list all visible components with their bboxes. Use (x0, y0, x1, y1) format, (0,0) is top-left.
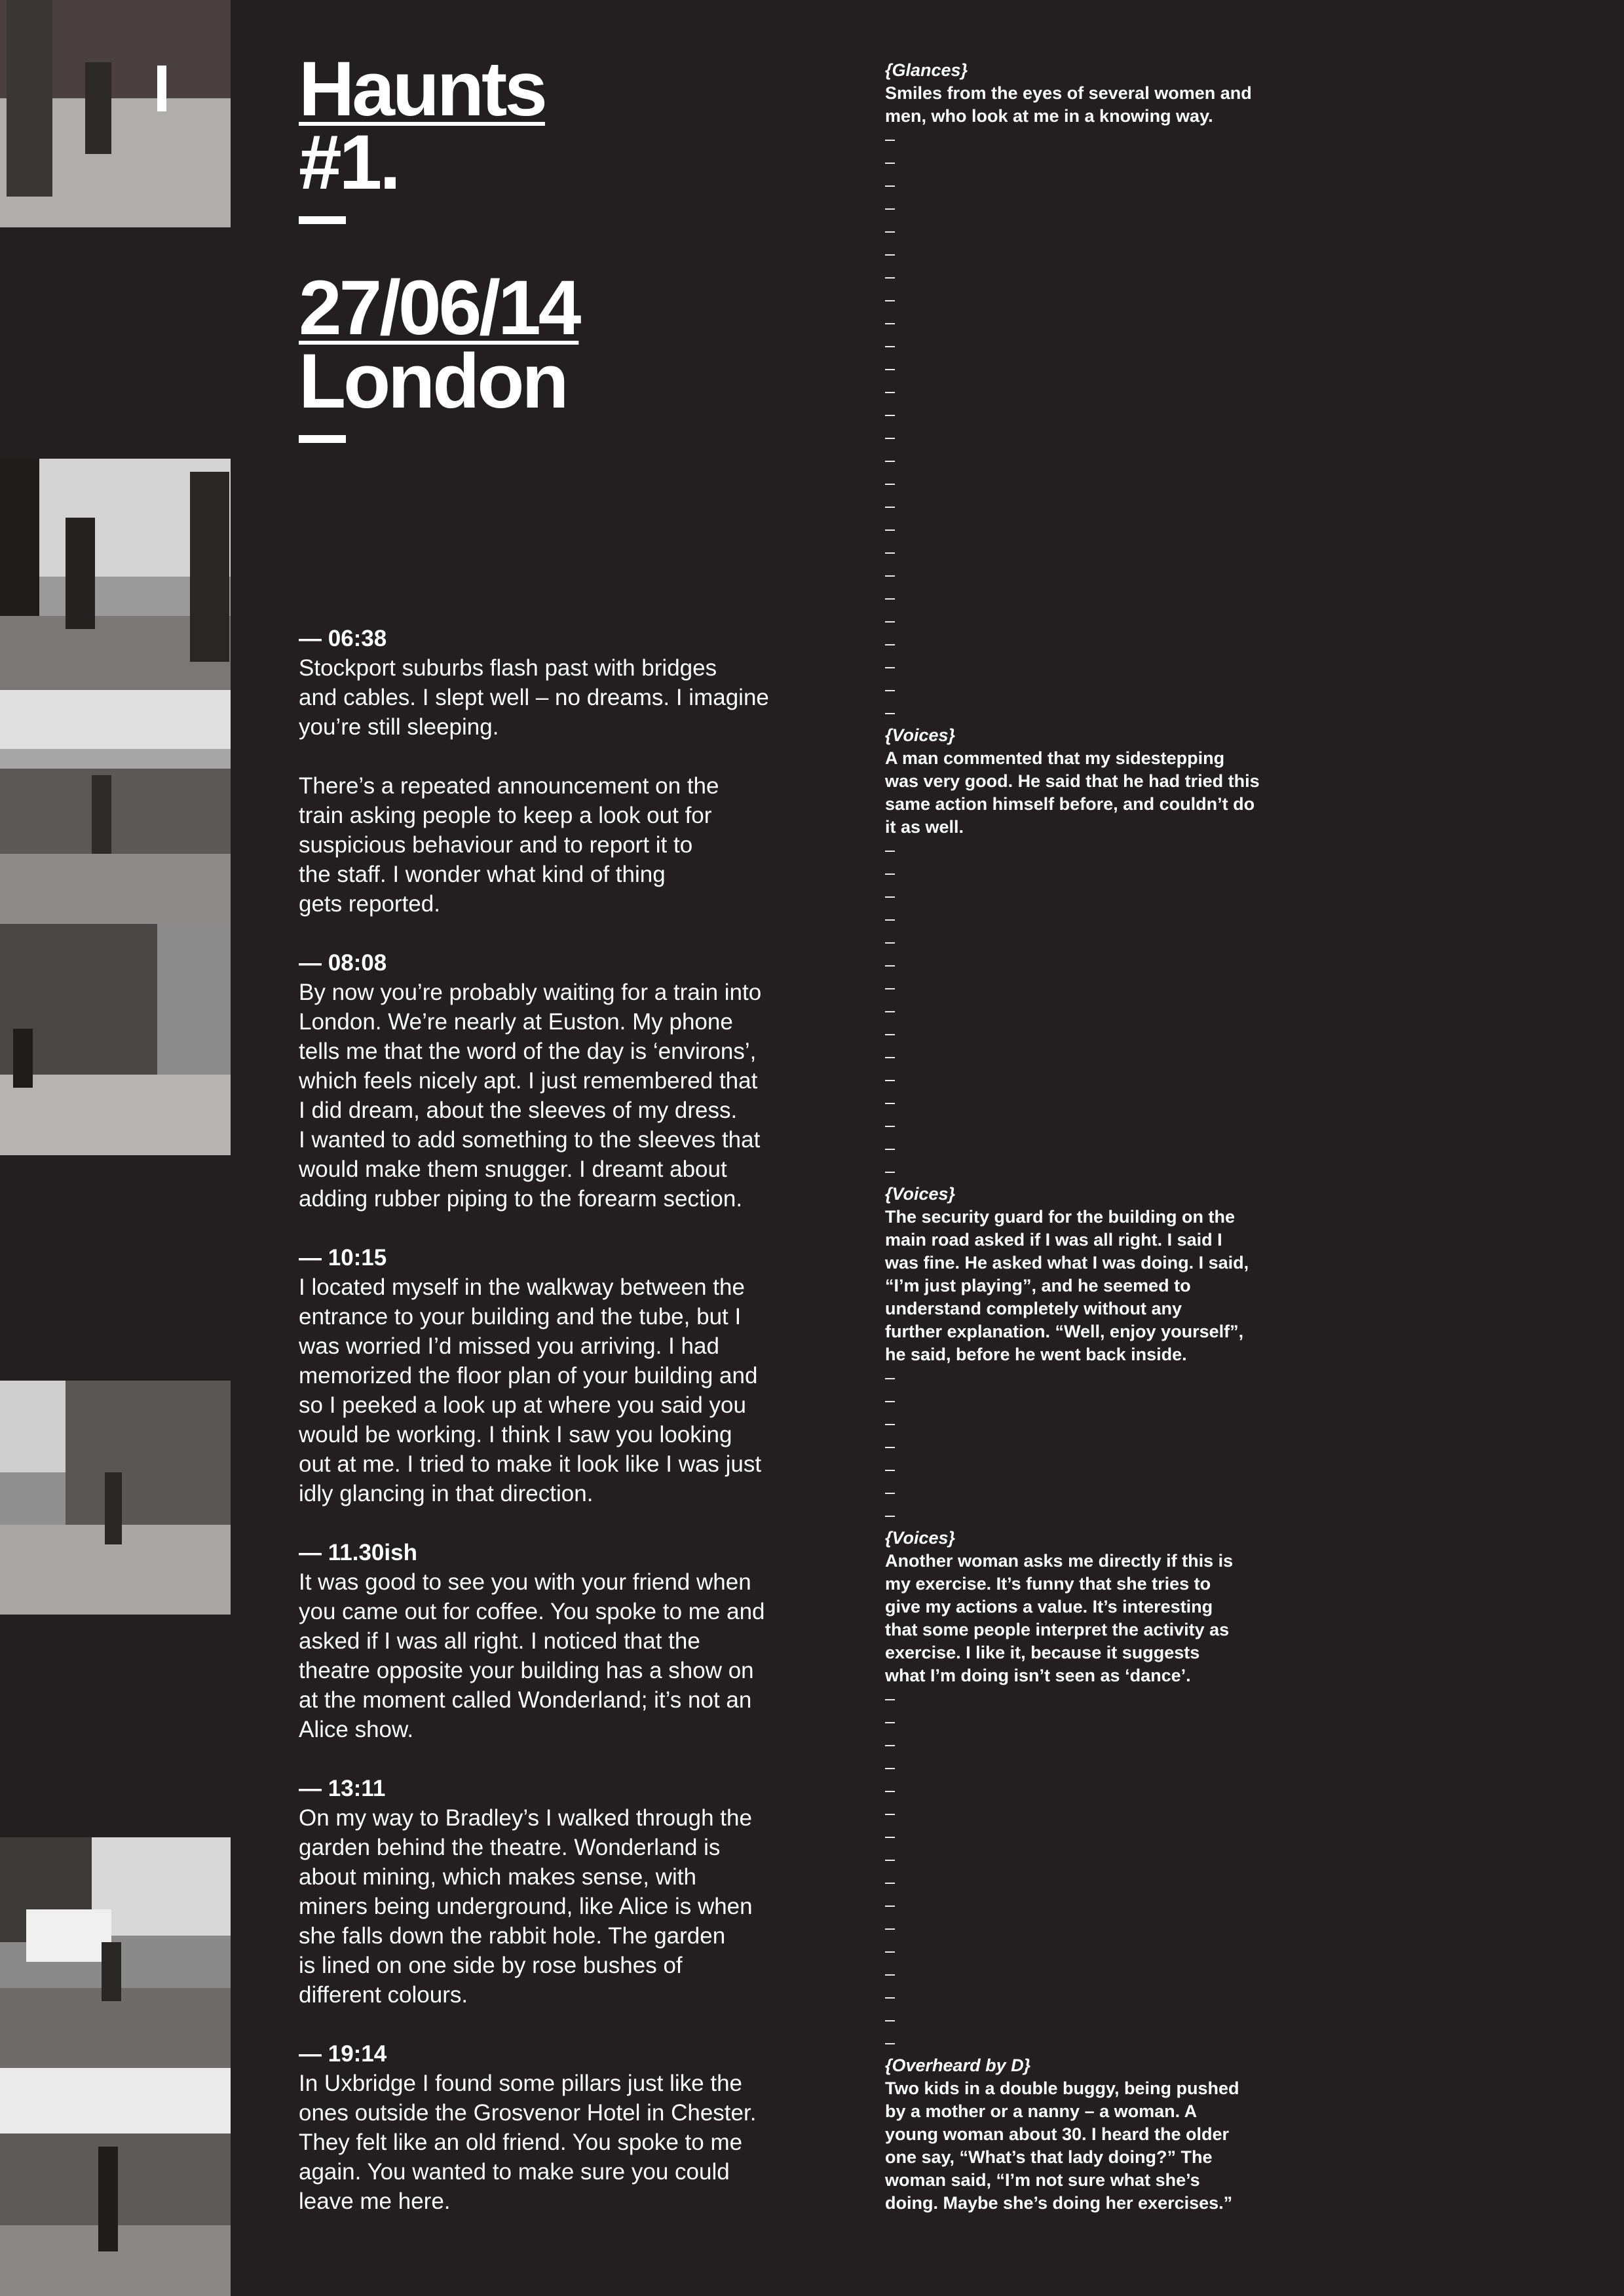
separator-dash: – (885, 1872, 896, 1892)
dash-separator (885, 128, 1304, 724)
separator-dash: – (885, 702, 896, 722)
separator-dash: – (885, 313, 896, 332)
separator-dash: – (885, 1390, 896, 1410)
observation-block (885, 724, 1304, 1183)
observation-label: {Glances} (885, 60, 968, 80)
separator-dash: – (885, 129, 896, 149)
entry-time: — 06:38 (299, 626, 387, 651)
separator-dash: – (885, 1964, 896, 1983)
separator-dash: – (885, 863, 896, 883)
title-block (299, 46, 579, 490)
separator-dash: – (885, 1092, 896, 1112)
separator-dash: – (885, 588, 896, 607)
separator-dash: – (885, 1459, 896, 1479)
observation-block (885, 59, 1304, 724)
journal-entry (299, 1774, 849, 2010)
separator-dash: – (885, 1001, 896, 1020)
separator-dash: – (885, 1505, 896, 1525)
entry-time: — 11.30ish (299, 1540, 417, 1565)
separator-dash: – (885, 1689, 896, 1708)
separator-dash: – (885, 1436, 896, 1456)
observation-label: {Overheard by D} (885, 2056, 1031, 2075)
observation-text: Two kids in a double buggy, being pushed by a mother or a nanny – a woman. A young woman about 30. I heard the older one say, “What’s that lady doing?” The woman said, “I’m not sure what she’s doing. Maybe she’s doing her exercises.” (885, 2078, 1239, 2213)
separator-dash: – (885, 1712, 896, 1731)
separator-dash: – (885, 679, 896, 699)
separator-dash: – (885, 1826, 896, 1846)
photo-street-tree (0, 0, 231, 227)
journal-entry (299, 948, 849, 1214)
entry-text: Stockport suburbs flash past with bridges and cables. I slept well – no dreams. I imagine you’re still sleeping. (299, 655, 769, 740)
separator-dash: – (885, 290, 896, 309)
entry-time: — 13:11 (299, 1776, 386, 1801)
photo-pavement-scaffold (0, 1381, 231, 1615)
entry-time: — 10:15 (299, 1245, 387, 1271)
separator-dash: – (885, 1024, 896, 1043)
separator-dash: – (885, 335, 896, 355)
title-dash-top (299, 216, 346, 224)
separator-dash: – (885, 519, 896, 539)
entry-text: It was good to see you with your friend when you came out for coffee. You spoke to me and asked if I was all right. I noticed that the theatre opposite your building has a show on at the moment called Wonderland; it’s not an Alice show. (299, 1569, 765, 1742)
separator-dash: – (885, 1069, 896, 1089)
separator-dash: – (885, 496, 896, 516)
photo-building-street (0, 459, 231, 690)
journal-entry (299, 1243, 849, 1508)
entry-text: On my way to Bradley’s I walked through the garden behind the theatre. Wonderland is about mining, which makes sense, with miners being underground, like Alice is when she falls down the rabbit hole. The garden is lined on one side by rose bushes of different colours. (299, 1805, 753, 2008)
dash-separator (885, 839, 1304, 1183)
entry-time: — 08:08 (299, 950, 387, 976)
separator-dash: – (885, 1046, 896, 1066)
observation-text: Smiles from the eyes of several women and men, who look at me in a knowing way. (885, 83, 1252, 126)
observations-column (885, 59, 1304, 2215)
entry-time: — 19:14 (299, 2041, 387, 2067)
separator-dash: – (885, 1138, 896, 1158)
separator-dash: – (885, 611, 896, 630)
title-haunts: Haunts (299, 46, 545, 132)
title-number: #1. (299, 119, 399, 206)
separator-dash: – (885, 840, 896, 860)
entry-text: I located myself in the walkway between the entrance to your building and the tube, but I was worried I’d missed you arriving. I had memorized the floor plan of your building and so I peeked a look up at where you said you would be working. I think I saw you looking out at me. I tried to make it look like I was just idly glancing in that direction. (299, 1274, 762, 1506)
separator-dash: – (885, 381, 896, 401)
observation-block (885, 1183, 1304, 1527)
title-dash-bottom (299, 435, 346, 443)
separator-dash: – (885, 404, 896, 424)
separator-dash: – (885, 450, 896, 470)
separator-dash: – (885, 657, 896, 676)
observation-block (885, 1527, 1304, 2054)
separator-dash: – (885, 1849, 896, 1869)
separator-dash: – (885, 1757, 896, 1777)
separator-dash: – (885, 152, 896, 172)
journal-entry (299, 1538, 849, 1744)
separator-dash: – (885, 542, 896, 562)
separator-dash: – (885, 1482, 896, 1502)
dash-separator (885, 1687, 1304, 2054)
separator-dash: – (885, 1115, 896, 1135)
separator-dash: – (885, 1803, 896, 1823)
separator-dash: – (885, 175, 896, 195)
observation-text: The security guard for the building on the main road asked if I was all right. I said I was fine. He asked what I was doing. I said, “I’m just playing”, and he seemed to understand completely without any further explanation. “Well, enjoy yourself”, he said, before he went back inside. (885, 1207, 1249, 1364)
separator-dash: – (885, 1987, 896, 2006)
entry-text: In Uxbridge I found some pillars just like the ones outside the Grosvenor Hotel in Chester. They felt like an old friend. You spoke to me again. You wanted to make sure you could leave me here. (299, 2071, 757, 2214)
journal-entry (299, 624, 849, 919)
journal-column (299, 624, 849, 2246)
entry-text: By now you’re probably waiting for a train into London. We’re nearly at Euston. My phone tells me that the word of the day is ‘environs’, which feels nicely apt. I just remembered that I did dream, about the sleeves of my dress. I wanted to add something to the sleeves that would make them snugger. I dreamt about adding rubber piping to the forearm section. (299, 980, 762, 1212)
separator-dash: – (885, 1780, 896, 1800)
observation-text: A man commented that my sidestepping was very good. He said that he had tried this same action himself before, and couldn’t do it as well. (885, 748, 1260, 837)
separator-dash: – (885, 221, 896, 240)
separator-dash: – (885, 244, 896, 263)
separator-dash: – (885, 1918, 896, 1938)
photo-railings (0, 690, 231, 924)
separator-dash: – (885, 267, 896, 286)
separator-dash: – (885, 198, 896, 218)
separator-dash: – (885, 1413, 896, 1433)
separator-dash: – (885, 2010, 896, 2029)
observation-block (885, 2054, 1304, 2215)
separator-dash: – (885, 1895, 896, 1915)
dash-separator (885, 1366, 1304, 1527)
separator-dash: – (885, 1734, 896, 1754)
observation-label: {Voices} (885, 1184, 956, 1204)
separator-dash: – (885, 358, 896, 378)
separator-dash: – (885, 1941, 896, 1961)
separator-dash: – (885, 565, 896, 584)
observation-label: {Voices} (885, 725, 956, 745)
photo-pillars-fence (0, 2068, 231, 2296)
title-date: 27/06/14 (299, 265, 579, 351)
separator-dash: – (885, 473, 896, 493)
separator-dash: – (885, 978, 896, 997)
separator-dash: – (885, 634, 896, 653)
observation-label: {Voices} (885, 1528, 956, 1548)
separator-dash: – (885, 955, 896, 974)
separator-dash: – (885, 1368, 896, 1387)
photo-shopfront (0, 924, 231, 1155)
journal-entry (299, 2039, 849, 2216)
photo-garden-van (0, 1837, 231, 2068)
title-city: London (299, 338, 567, 425)
separator-dash: – (885, 2033, 896, 2052)
observation-text: Another woman asks me directly if this is my exercise. It’s funny that she tries to give my actions a value. It’s interesting that some people interpret the activity as exercise. I like it, because it suggests what I’m doing isn’t seen as ‘dance’. (885, 1551, 1234, 1685)
separator-dash: – (885, 909, 896, 928)
entry-text: There’s a repeated announcement on the train asking people to keep a look out for suspicious behaviour and to report it to the staff. I wonder what kind of thing gets reported. (299, 773, 719, 917)
separator-dash: – (885, 1161, 896, 1181)
separator-dash: – (885, 886, 896, 906)
separator-dash: – (885, 932, 896, 951)
separator-dash: – (885, 427, 896, 447)
